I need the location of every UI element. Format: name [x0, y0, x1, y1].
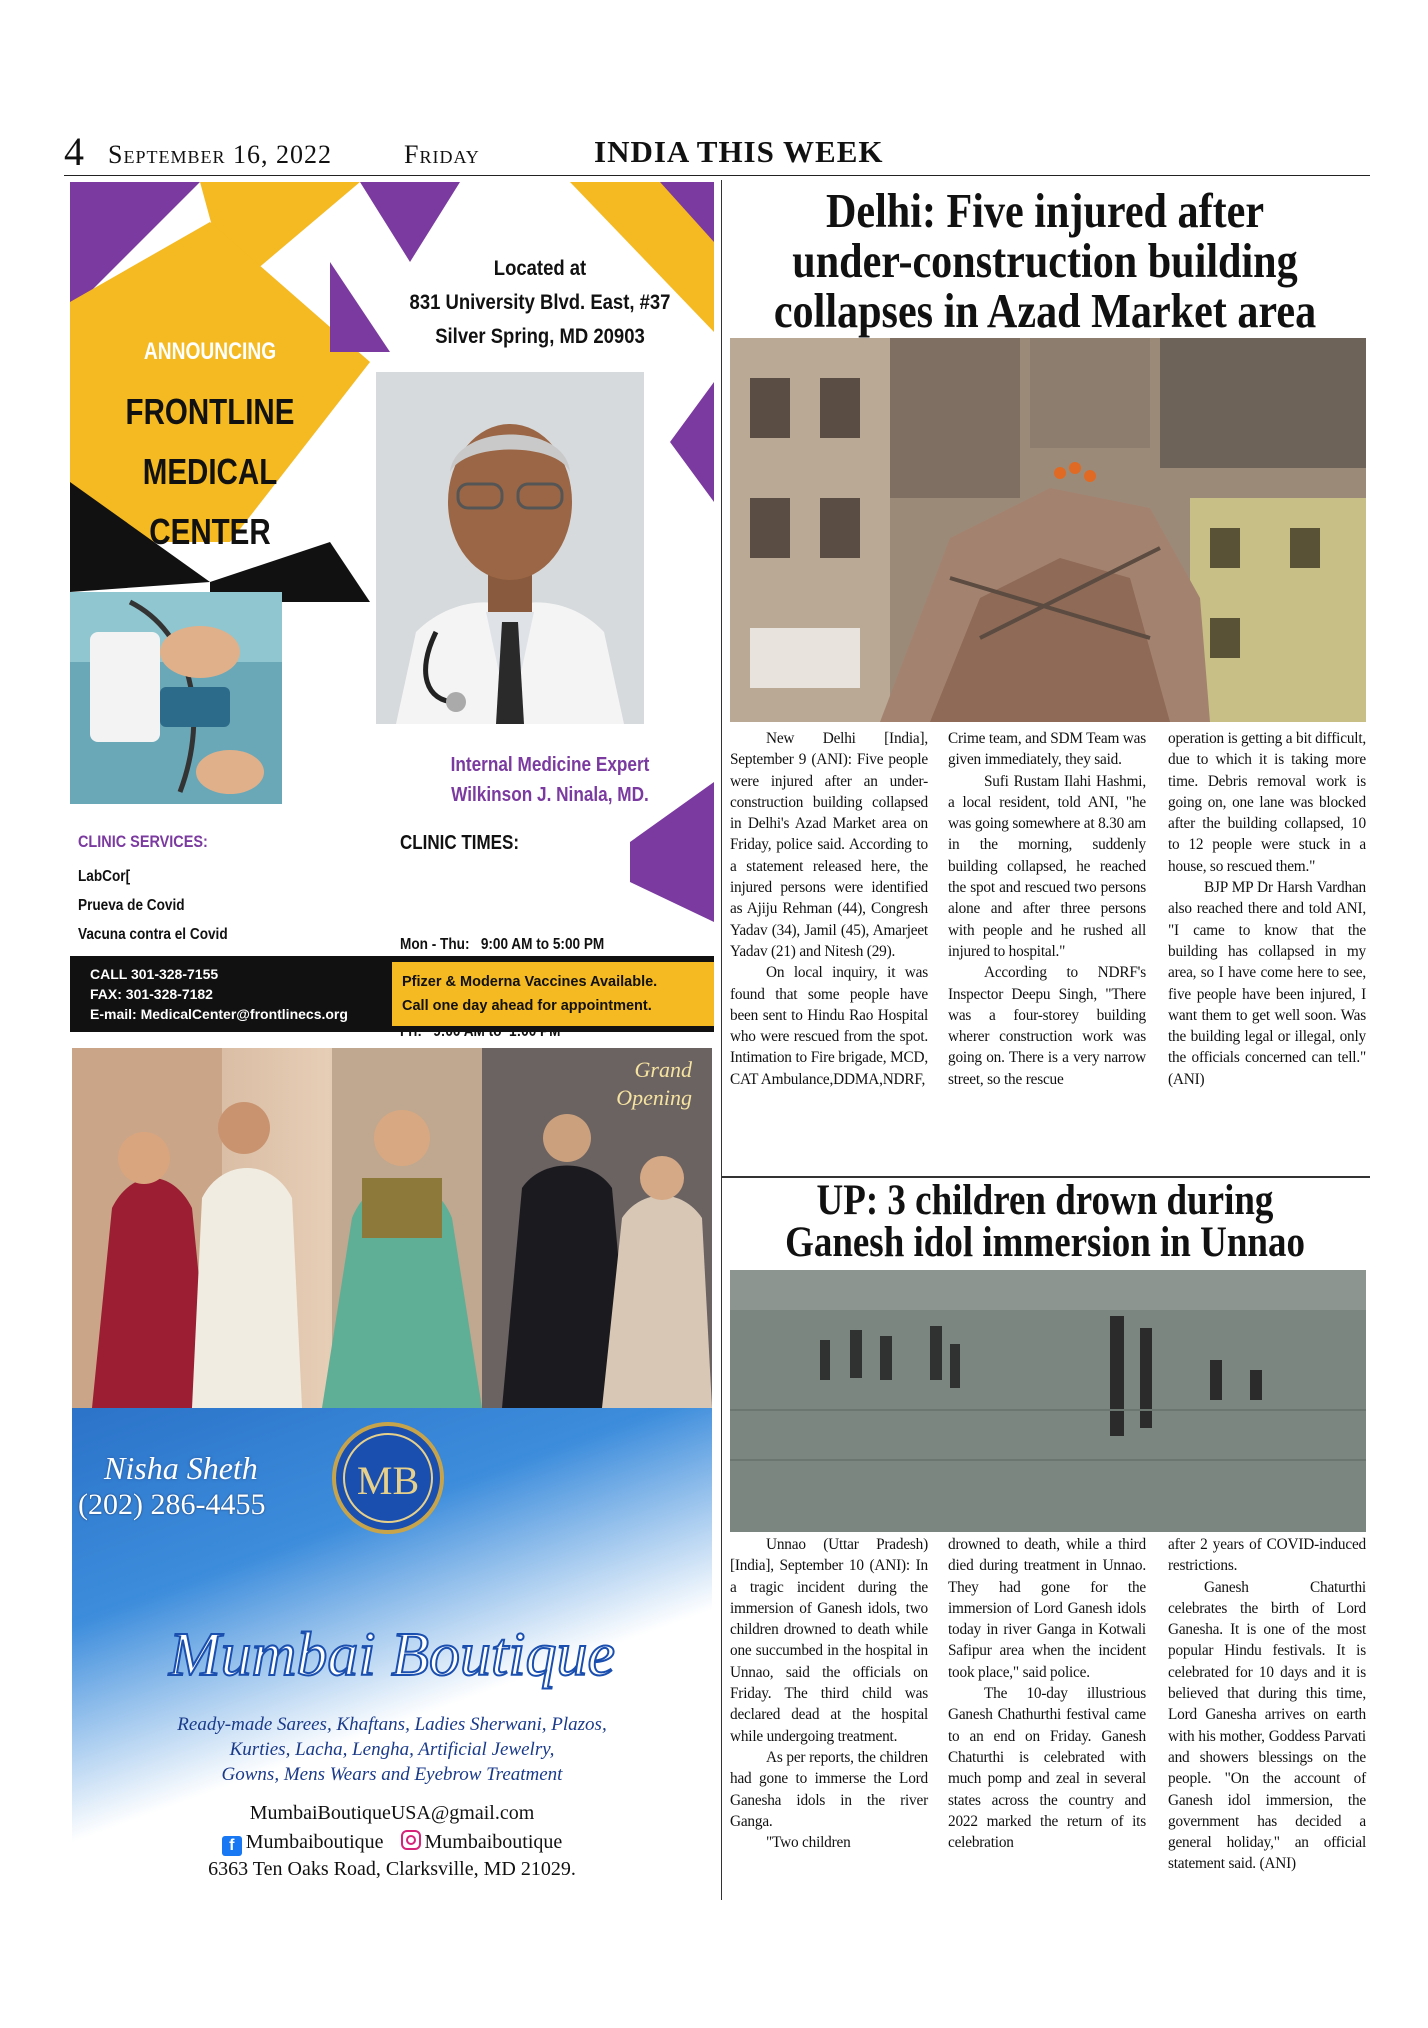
article-paragraph: BJP MP Dr Harsh Vardhan also reached there and told ANI, "I came to know that the building has collapsed in my area, so I have come here to see, five people have been injured, I want them to get well soon. Was the building legal or illegal, only the officials concerned can tell." (ANI) [1168, 879, 1366, 1088]
clinic-name-line: CENTER [149, 511, 271, 552]
article-paragraph: Ganesh Chaturthi celebrates the birth of Lord Ganesha. It is one of the most popular Hindu festivals. It is celebrated for 10 days and it is believed that during this time, Lord Ganesha arrives on earth with his mother, Goddess Parvati and showers blessings on the people. "On the account of Ganesh idol immersion, the government has decided a general holiday," an official statement said. (ANI) [1168, 1578, 1366, 1873]
facebook-icon: f [222, 1836, 242, 1856]
headline-line: collapses in Azad Market area [773, 283, 1317, 338]
article-paragraph: Crime team, and SDM Team was given immediately, they said. [948, 730, 1146, 769]
clinic-name-line: MEDICAL [142, 451, 278, 492]
issue-day: Friday [404, 140, 480, 169]
doctor-specialty: Internal Medicine Expert [450, 754, 650, 776]
building-collapse-photo [730, 338, 1366, 722]
article2-headline [748, 1177, 1341, 1266]
boutique-phone: (202) 286-4455 [78, 1488, 266, 1521]
headline-line: UP: 3 children drown during [816, 1177, 1274, 1224]
vaccine-notice [392, 962, 714, 1026]
vaccine-line: Call one day ahead for appointment. [402, 998, 652, 1014]
article1-column2 [948, 728, 1146, 1090]
boutique-email: MumbaiBoutiqueUSA@gmail.com [249, 1802, 535, 1824]
grand-opening-line: Grand [634, 1057, 692, 1082]
location-line: Silver Spring, MD 20903 [435, 325, 645, 348]
announcing-label: ANNOUNCING [143, 338, 277, 365]
page-number: 4 [64, 129, 84, 174]
times-heading: CLINIC TIMES: [400, 832, 519, 854]
location-line: 831 University Blvd. East, #37 [409, 291, 671, 314]
description-line: Kurties, Lacha, Lengha, Artificial Jewelry, [229, 1739, 555, 1760]
mb-logo [328, 1416, 448, 1536]
clinic-name-line: FRONTLINE [125, 391, 295, 432]
service-item: LabCor[ [78, 868, 131, 885]
collapse-scene-illustration [730, 338, 1366, 722]
instagram-icon [401, 1830, 421, 1850]
article-paragraph: Sufi Rustam Ilahi Hashmi, a local resident, told ANI, "he was going somewhere at 8.30 am in the morning, suddenly building collapsed, he reached the spot and rescued two persons alone and after three persons with people and he rushed all injured to hospital." [948, 772, 1146, 960]
facebook-handle: Mumbaiboutique [245, 1831, 384, 1853]
article-paragraph: drowned to death, while a third died during treatment in Unnao. They had gone for the immersion of Lord Ganesh idols today in river Ganga in Kotwali Safipur area when the incident took place," said police. [948, 1536, 1146, 1681]
service-item: Prueva de Covid [78, 897, 185, 914]
headline-line: under-construction building [792, 233, 1298, 288]
mumbai-boutique-ad [72, 1048, 712, 1900]
article2-column2 [948, 1534, 1146, 1853]
fax-number: FAX: 301-328-7182 [90, 986, 213, 1002]
boutique-social [72, 1830, 712, 1856]
article-paragraph: According to NDRF's Inspector Deepu Singh, "There was a four-storey building wherer construction work was going on. There is a very narrow street, so the rescue [948, 964, 1146, 1088]
doctor-credentials [412, 750, 687, 810]
clinic-name [112, 382, 309, 562]
boutique-name: Mumbai Boutique [169, 1621, 615, 1689]
grand-opening-line: Opening [616, 1085, 692, 1110]
models-photo [72, 1048, 712, 1408]
description-line: Ready-made Sarees, Khaftans, Ladies Sherwani, Plazos, [177, 1714, 607, 1735]
page-header [64, 129, 1370, 176]
article1-column3 [1168, 728, 1366, 1090]
vaccine-line: Pfizer & Moderna Vaccines Available. [402, 974, 658, 990]
headline-line: Ganesh idol immersion in Unnao [785, 1219, 1305, 1266]
boutique-description [92, 1712, 692, 1787]
article-paragraph: On local inquiry, it was found that some people have been sent to Hindu Rao Hospital who were rescued from the spot. Intimation to Fire brigade, MCD, CAT Ambulance,DDMA,NDRF, [730, 964, 928, 1088]
phone-number: CALL 301-328-7155 [90, 966, 219, 982]
instagram-handle: Mumbaiboutique [424, 1831, 563, 1853]
services-list [78, 862, 228, 949]
issue-date: September 16, 2022 [108, 140, 332, 169]
clinic-location [382, 252, 699, 354]
column-divider [721, 180, 722, 1900]
description-line: Gowns, Mens Wears and Eyebrow Treatment [221, 1764, 563, 1785]
mb-logo-text: MB [356, 1458, 420, 1503]
boutique-address: 6363 Ten Oaks Road, Clarksville, MD 21029. [208, 1858, 576, 1880]
article2-column1 [730, 1534, 928, 1853]
owner-name: Nisha Sheth [104, 1450, 258, 1486]
hours-line: Mon - Thu: 9:00 AM to 5:00 PM [400, 936, 605, 953]
article1-column1 [730, 728, 928, 1090]
doctor-portrait-illustration [376, 372, 644, 724]
doctor-photo [376, 372, 644, 724]
river-scene-illustration [730, 1270, 1366, 1532]
river-immersion-photo [730, 1270, 1366, 1532]
article-paragraph: after 2 years of COVID-induced restrictions. [1168, 1536, 1366, 1575]
contact-info [90, 964, 348, 1024]
email-address: E-mail: MedicalCenter@frontlinecs.org [90, 1006, 348, 1022]
article-paragraph: The 10-day illustrious Ganesh Chathurthi festival came to an end on Friday. Ganesh Chaturthi is celebrated with much pomp and zeal in several states across the country and 2022 marked the return of its celebration [948, 1685, 1146, 1852]
article-paragraph: "Two children [766, 1834, 851, 1852]
doctor-name: Wilkinson J. Ninala, MD. [451, 784, 649, 806]
frontline-medical-ad [70, 182, 714, 1040]
article-paragraph: New Delhi [India], September 9 (ANI): Five people were injured after an under-construction building collapsed in Delhi's Azad Market area on Friday, police said. According to a statement released here, the injured persons were identified as Ajiju Rehman (44), Congresh Yadav (34), Jamil (45), Amarjeet Yadav (21) and Nitesh (29). [730, 730, 928, 960]
service-item: Vacuna contra el Covid [78, 926, 228, 943]
headline-line: Delhi: Five injured after [825, 183, 1265, 238]
article1-headline [748, 183, 1341, 338]
location-line: Located at [493, 257, 587, 280]
medical-hands-illustration [70, 592, 282, 804]
article-paragraph: operation is getting a bit difficult, due to which it is taking more time. Debris removal work is going on, one lane was blocked after the building collapsed, 10 to 12 people were stuck in a house, so rescued them." [1168, 730, 1366, 875]
article-paragraph: Unnao (Uttar Pradesh) [India], September 10 (ANI): In a tragic incident during the immersion of Ganesh idols, two children drowned to death while one succumbed in the hospital in Unnao, said the officials on Friday. The third child was declared dead at the hospital while undergoing treatment. [730, 1536, 928, 1745]
article-paragraph: As per reports, the children had gone to immerse the Lord Ganesha idols in the river Ganga. [730, 1748, 928, 1830]
article2-column3 [1168, 1534, 1366, 1875]
publication-title: INDIA THIS WEEK [594, 134, 884, 169]
services-heading: CLINIC SERVICES: [78, 832, 208, 851]
grand-opening-label [616, 1056, 692, 1112]
